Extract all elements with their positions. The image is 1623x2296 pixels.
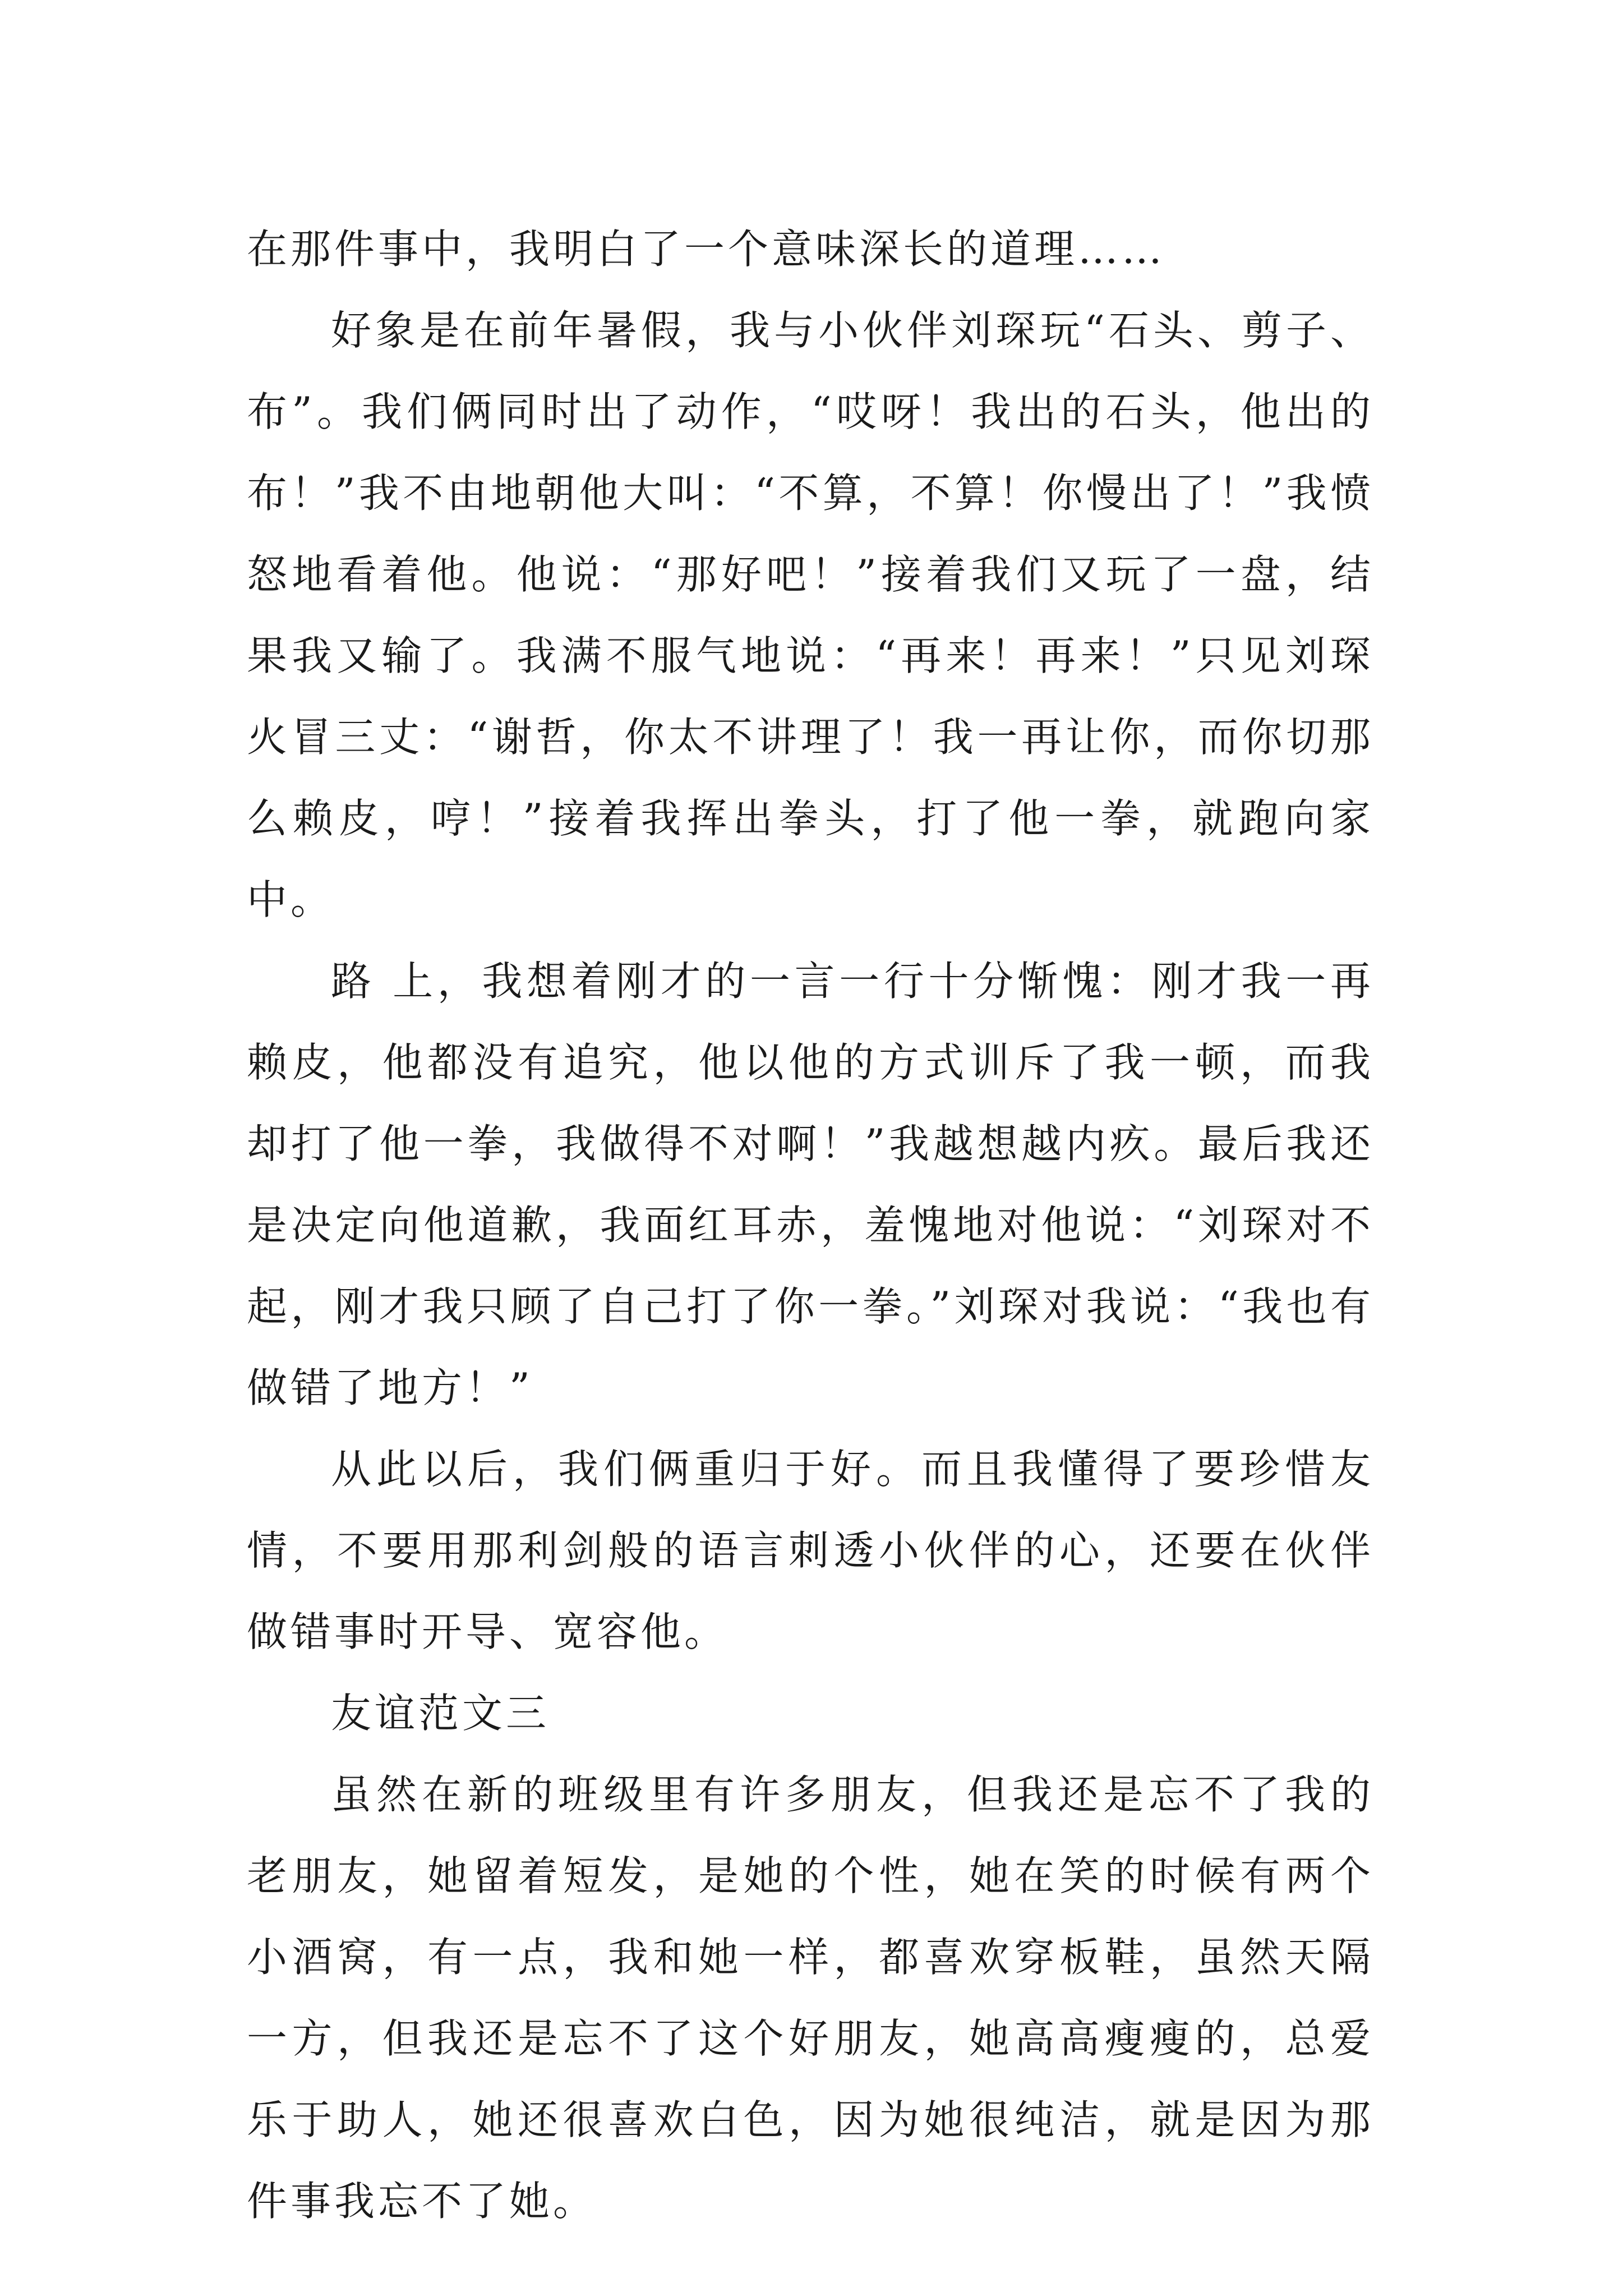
paragraph-opening: 在那件事中，我明白了一个意味深长的道理……: [247, 226, 1166, 273]
paragraph-reflection: 路 上，我想着刚才的一言一行十分惭愧：刚才我一再赖皮，他都没有追究，他以他的方式训斥了我一顿，而我却打了他一拳，我做得不对啊！”我越想越内疚。最后我还是决定向他道歉，我面红耳赤，羞愧地对他说：“刘琛对不起，刚才我只顾了自己打了你一拳。”刘琛对我说：“我也有做错了地方！”: [247, 958, 1374, 1411]
document-body: [247, 209, 1374, 2242]
paragraph-conclusion: 从此以后，我们俩重归于好。而且我懂得了要珍惜友情，不要用那利剑般的语言刺透小伙伴的心，还要在伙伴做错事时开导、宽容他。: [247, 1446, 1374, 1655]
section-heading: 友谊范文三: [331, 1690, 550, 1737]
paragraph-story: 好象是在前年暑假，我与小伙伴刘琛玩“石头、剪子、布”。我们俩同时出了动作，“哎呀！我出的石头，他出的布！”我不由地朝他大叫：“不算，不算！你慢出了！”我愤怒地看着他。他说：“那好吧！”接着我们又玩了一盘，结果我又输了。我满不服气地说：“再来！再来！”只见刘琛火冒三丈：“谢哲，你太不讲理了！我一再让你，而你切那么赖皮，哼！”接着我挥出拳头，打了他一拳，就跑向家中。: [247, 307, 1374, 923]
paragraph-old-friend: 虽然在新的班级里有许多朋友，但我还是忘不了我的老朋友，她留着短发，是她的个性，她在笑的时候有两个小酒窝，有一点，我和她一样，都喜欢穿板鞋，虽然天隔一方，但我还是忘不了这个好朋友，她高高瘦瘦的，总爱乐于助人，她还很喜欢白色，因为她很纯洁，就是因为那件事我忘不了她。: [247, 1771, 1374, 2225]
